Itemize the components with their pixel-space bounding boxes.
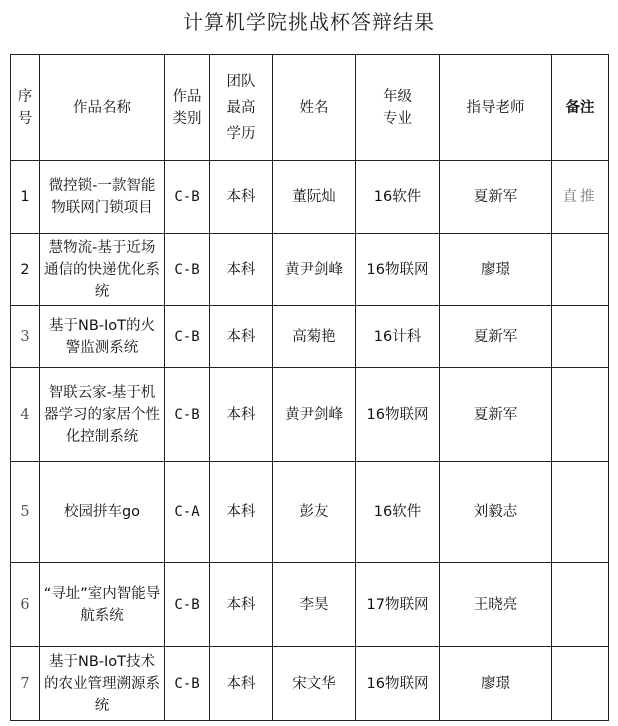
cell-name: 董阮灿 xyxy=(273,161,356,234)
cell-education: 本科 xyxy=(210,306,273,368)
header-row xyxy=(11,55,609,161)
header-grade-major xyxy=(356,55,440,161)
table-row xyxy=(11,161,609,234)
header-education xyxy=(210,55,273,161)
cell-seq: 6 xyxy=(11,563,40,647)
cell-education: 本科 xyxy=(210,647,273,721)
cell-name: 彭友 xyxy=(273,462,356,563)
header-grade-major-label: 年级专业 xyxy=(383,88,412,127)
table-row xyxy=(11,462,609,563)
cell-remark xyxy=(552,563,609,647)
cell-seq: 3 xyxy=(11,306,40,368)
cell-education: 本科 xyxy=(210,161,273,234)
cell-remark xyxy=(552,462,609,563)
cell-name: 宋文华 xyxy=(273,647,356,721)
header-work-name: 作品名称 xyxy=(40,55,165,161)
cell-remark xyxy=(552,306,609,368)
cell-education: 本科 xyxy=(210,563,273,647)
header-name: 姓名 xyxy=(273,55,356,161)
cell-grade-major: 16物联网 xyxy=(356,368,440,462)
header-remark: 备注 xyxy=(552,55,609,161)
cell-work-name: 基于NB-IoT的火警监测系统 xyxy=(40,306,165,368)
cell-work-name: 校园拼车go xyxy=(40,462,165,563)
page-title: 计算机学院挑战杯答辩结果 xyxy=(183,10,435,34)
cell-category: C-B xyxy=(165,161,210,234)
header-advisor: 指导老师 xyxy=(440,55,552,161)
cell-category: C-B xyxy=(165,306,210,368)
cell-grade-major: 16物联网 xyxy=(356,234,440,306)
table-row xyxy=(11,234,609,306)
cell-education: 本科 xyxy=(210,368,273,462)
header-education-label: 团队最高学历 xyxy=(226,73,256,142)
cell-grade-major: 16软件 xyxy=(356,462,440,563)
results-table xyxy=(10,54,609,721)
cell-advisor: 刘毅志 xyxy=(440,462,552,563)
header-seq-label: 序号 xyxy=(17,88,33,127)
cell-name: 李昊 xyxy=(273,563,356,647)
cell-category: C-B xyxy=(165,368,210,462)
cell-advisor: 廖璟 xyxy=(440,234,552,306)
cell-advisor: 夏新军 xyxy=(440,368,552,462)
header-seq xyxy=(11,55,40,161)
cell-work-name: “寻址”室内智能导航系统 xyxy=(40,563,165,647)
cell-seq: 5 xyxy=(11,462,40,563)
cell-work-name: 微控锁-一款智能物联网门锁项目 xyxy=(40,161,165,234)
cell-remark xyxy=(552,234,609,306)
cell-remark xyxy=(552,647,609,721)
cell-advisor: 夏新军 xyxy=(440,306,552,368)
cell-advisor: 王晓亮 xyxy=(440,563,552,647)
cell-advisor: 夏新军 xyxy=(440,161,552,234)
table-row xyxy=(11,563,609,647)
cell-remark xyxy=(552,368,609,462)
table-row xyxy=(11,306,609,368)
cell-work-name: 基于NB-IoT技术的农业管理溯源系统 xyxy=(40,647,165,721)
cell-education: 本科 xyxy=(210,234,273,306)
cell-category: C-B xyxy=(165,234,210,306)
header-category xyxy=(165,55,210,161)
cell-seq: 2 xyxy=(11,234,40,306)
cell-seq: 4 xyxy=(11,368,40,462)
cell-category: C-B xyxy=(165,563,210,647)
table-row xyxy=(11,647,609,721)
cell-name: 高菊艳 xyxy=(273,306,356,368)
cell-grade-major: 16物联网 xyxy=(356,647,440,721)
cell-remark: 直推 xyxy=(552,161,609,234)
cell-work-name: 慧物流-基于近场通信的快递优化系统 xyxy=(40,234,165,306)
cell-category: C-B xyxy=(165,647,210,721)
cell-grade-major: 17物联网 xyxy=(356,563,440,647)
cell-grade-major: 16计科 xyxy=(356,306,440,368)
cell-seq: 1 xyxy=(11,161,40,234)
table-row xyxy=(11,368,609,462)
header-category-label: 作品类别 xyxy=(172,88,202,127)
cell-name: 黄尹剑峰 xyxy=(273,368,356,462)
cell-work-name: 智联云家-基于机器学习的家居个性化控制系统 xyxy=(40,368,165,462)
cell-name: 黄尹剑峰 xyxy=(273,234,356,306)
cell-advisor: 廖璟 xyxy=(440,647,552,721)
cell-seq: 7 xyxy=(11,647,40,721)
cell-grade-major: 16软件 xyxy=(356,161,440,234)
cell-category: C-A xyxy=(165,462,210,563)
cell-education: 本科 xyxy=(210,462,273,563)
